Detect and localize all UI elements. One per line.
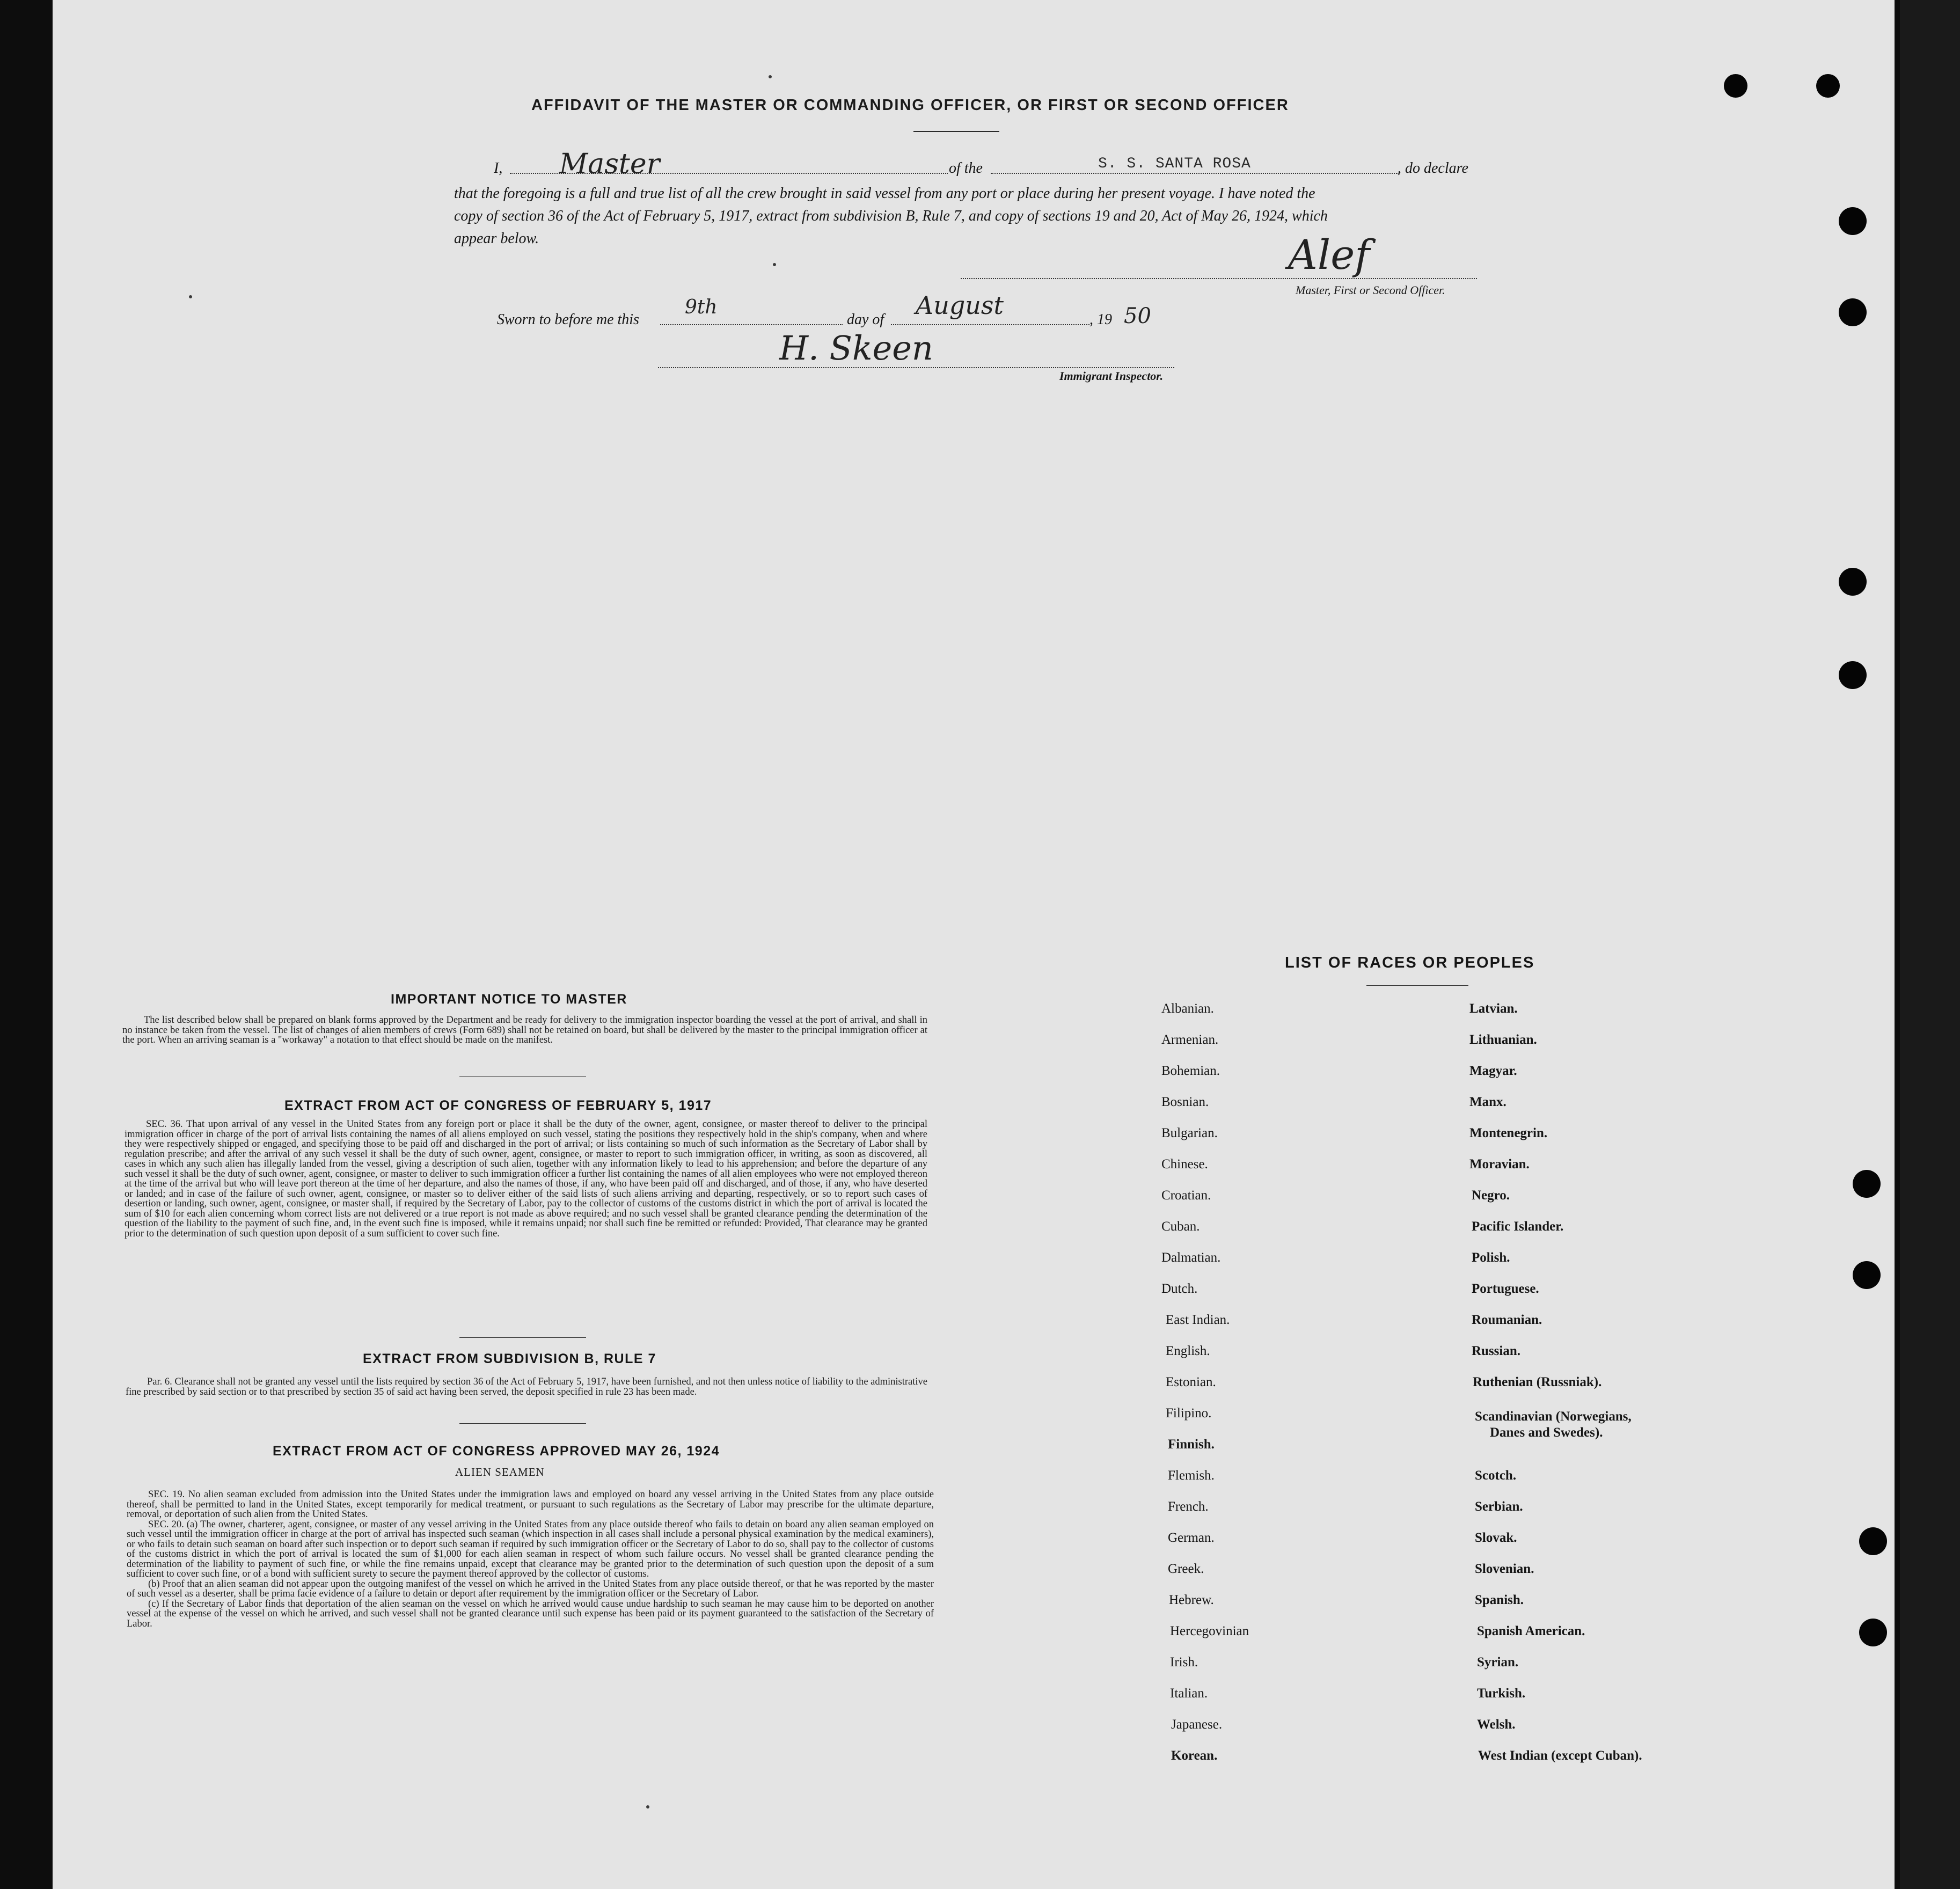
- scan-speck: [773, 263, 776, 266]
- race-item: Slovak.: [1475, 1531, 1517, 1545]
- race-item: West Indian (except Cuban).: [1478, 1748, 1642, 1763]
- race-item: Bosnian.: [1161, 1095, 1209, 1109]
- inspector-signature: H. Skeen: [779, 328, 933, 368]
- race-item: French.: [1168, 1499, 1209, 1514]
- affidavit-title: AFFIDAVIT OF THE MASTER OR COMMANDING OFFICER, OR FIRST OR SECOND OFFICER: [531, 97, 1289, 114]
- race-item: Bulgarian.: [1161, 1126, 1218, 1140]
- race-item: Lithuanian.: [1469, 1033, 1537, 1047]
- declaration-line-2: that the foregoing is a full and true list of all the crew brought in said vessel from any port or place during her present voyage. I have noted the: [454, 185, 1315, 202]
- sec-20c-paragraph: (c) If the Secretary of Labor finds that deportation of the alien seaman on the vessel on which he arrived would cause undue hardship to such seaman he may cause him to be deported on another vessel at the expense of the vessel on which he arrived, and such vessel shall not be granted clearance until such expense has been paid or its payment guaranteed to the satisfaction of the Secretary of Labor.: [127, 1598, 934, 1629]
- of-the-label: of the: [949, 160, 983, 177]
- race-item: Latvian.: [1469, 1001, 1518, 1016]
- title-underline: [913, 131, 999, 132]
- race-item: Italian.: [1170, 1686, 1208, 1701]
- extract-rule7-heading: EXTRACT FROM SUBDIVISION B, RULE 7: [363, 1351, 656, 1366]
- punch-hole: [1724, 74, 1747, 98]
- vessel-line: [991, 173, 1399, 174]
- sworn-label: Sworn to before me this: [497, 311, 639, 328]
- race-item: Serbian.: [1475, 1499, 1523, 1514]
- races-title: LIST OF RACES OR PEOPLES: [1285, 954, 1535, 971]
- extract-1924-heading: EXTRACT FROM ACT OF CONGRESS APPROVED MAY 26, 1924: [273, 1444, 720, 1459]
- do-declare-label: , do declare: [1398, 160, 1468, 177]
- race-item: Hebrew.: [1169, 1593, 1214, 1607]
- declaration-line-4: appear below.: [454, 230, 539, 247]
- race-item: Chinese.: [1161, 1157, 1208, 1172]
- section-divider: [459, 1337, 586, 1338]
- race-item: Cuban.: [1161, 1219, 1200, 1234]
- punch-hole: [1853, 1261, 1881, 1289]
- section-divider: [459, 1423, 586, 1424]
- declarant-handwriting: Master: [559, 148, 660, 180]
- race-item: Pacific Islander.: [1472, 1219, 1564, 1234]
- punch-hole: [1853, 1170, 1881, 1198]
- sec-20b-paragraph: (b) Proof that an alien seaman did not appear upon the outgoing manifest of the vessel on which he arrived in the United States from any place outside thereof, or that he was reported by the master of such vessel as a deserter, shall be prima facie evidence of a failure to detain or deport after requirement by the immigration officer or the Secretary of Labor.: [127, 1578, 934, 1599]
- race-item: Armenian.: [1161, 1033, 1219, 1047]
- race-item: Ruthenian (Russniak).: [1473, 1375, 1602, 1389]
- master-signature: Alef: [1288, 231, 1370, 279]
- race-item: Syrian.: [1477, 1655, 1519, 1670]
- race-item: Filipino.: [1166, 1406, 1212, 1421]
- scan-speck: [769, 75, 772, 78]
- race-item: Greek.: [1168, 1562, 1204, 1576]
- punch-hole: [1839, 207, 1867, 235]
- notice-text: [122, 1015, 927, 1045]
- par-6-paragraph: Par. 6. Clearance shall not be granted any vessel until the lists required by section 36 of the Act of February 5, 1917, have been furnished, and not then unless notice of liability to the administrative fine prescribed by said section or to that prescribed by section 35 of said act having been served, the deposit specified in rule 23 has been made.: [126, 1377, 927, 1397]
- race-item: Portuguese.: [1472, 1282, 1539, 1296]
- race-item: Estonian.: [1166, 1375, 1216, 1389]
- declaration-line-3: copy of section 36 of the Act of February 5, 1917, extract from subdivision B, Rule 7, and copy of sections 19 and 20, Act of May 26, 1924, which: [454, 208, 1328, 224]
- i-label: I,: [494, 160, 503, 177]
- race-item: Spanish American.: [1477, 1624, 1585, 1638]
- year-suffix: 50: [1124, 304, 1151, 328]
- master-label: Master, First or Second Officer.: [1296, 283, 1445, 297]
- race-item: Turkish.: [1477, 1686, 1526, 1701]
- sworn-month-line: [891, 324, 1089, 325]
- extract-1917-heading: EXTRACT FROM ACT OF CONGRESS OF FEBRUARY 5, 1917: [284, 1098, 712, 1113]
- race-item: Croatian.: [1161, 1188, 1211, 1203]
- vessel-name: S. S. SANTA ROSA: [1098, 156, 1251, 172]
- punch-hole: [1839, 568, 1867, 596]
- sec-19-paragraph: SEC. 19. No alien seaman excluded from admission into the United States under the immigration laws and employed on board any vessel arriving in the United States from any place outside thereof, shall be permitted to land in the United States, except temporarily for medical treatment, or pursuant to such regulations as the Secretary of Labor may prescribe for the ultimate departure, removal, or deportation of such alien from the United States.: [127, 1489, 934, 1520]
- race-item: Japanese.: [1171, 1717, 1223, 1732]
- alien-seamen-subheading: ALIEN SEAMEN: [455, 1466, 545, 1478]
- race-item: Danes and Swedes).: [1490, 1425, 1603, 1440]
- race-item: Spanish.: [1475, 1593, 1524, 1607]
- extract-1917-text: [125, 1119, 927, 1239]
- race-item: Flemish.: [1168, 1468, 1215, 1483]
- sec-20a-paragraph: SEC. 20. (a) The owner, charterer, agent, consignee, or master of any vessel arriving in the United States from any place outside thereof who fails to detain on board any alien seaman employed on such vessel until the immigration officer in charge at the port of arrival has inspected such seaman (which inspection in all cases shall include a personal physical examination by the medical examiners), or who fails to detain such seaman on board after such inspection or to deport such seaman if required by such immigration officer or the Secretary of Labor to do so, shall pay to the collector of customs of the customs district in which the port of arrival is located the sum of $1,000 for each alien seaman in respect of whom such failure occurs. No vessel shall be granted clearance pending the determination of the liability to payment of such fine, or while the fine remains unpaid, except that clearance may be granted prior to the determination of such question upon the deposit of a sum sufficient to cover such fine, or of a bond with sufficient surety to secure the payment thereof approved by the collector of customs.: [127, 1519, 934, 1579]
- race-item: Scandinavian (Norwegians,: [1475, 1409, 1632, 1424]
- punch-hole: [1859, 1619, 1887, 1646]
- punch-hole: [1816, 74, 1840, 98]
- race-item: Bohemian.: [1161, 1064, 1220, 1078]
- scan-edge: [1900, 0, 1960, 1889]
- races-title-underline: [1366, 985, 1468, 986]
- scan-speck: [646, 1805, 649, 1809]
- punch-hole: [1839, 298, 1867, 326]
- race-item: Albanian.: [1161, 1001, 1214, 1016]
- race-item: Manx.: [1469, 1095, 1506, 1109]
- race-item: Magyar.: [1469, 1064, 1517, 1078]
- race-item: Russian.: [1472, 1344, 1521, 1358]
- race-item: Dutch.: [1161, 1282, 1198, 1296]
- sworn-month: August: [916, 291, 1004, 320]
- race-item: Welsh.: [1477, 1717, 1516, 1732]
- race-item: English.: [1166, 1344, 1210, 1358]
- race-item: German.: [1168, 1531, 1215, 1545]
- master-signature-line: [961, 278, 1477, 279]
- race-item: Moravian.: [1469, 1157, 1530, 1172]
- race-item: Roumanian.: [1472, 1313, 1542, 1327]
- race-item: East Indian.: [1166, 1313, 1230, 1327]
- race-item: Montenegrin.: [1469, 1126, 1548, 1140]
- day-of-label: day of: [847, 311, 884, 328]
- sworn-day: 9th: [685, 296, 718, 318]
- scan-speck: [189, 295, 192, 298]
- race-item: Hercegovinian: [1170, 1624, 1249, 1638]
- extract-rule7-text: [126, 1377, 927, 1397]
- race-item: Irish.: [1170, 1655, 1198, 1670]
- race-item: Dalmatian.: [1161, 1250, 1221, 1265]
- race-item: Slovenian.: [1475, 1562, 1534, 1576]
- extract-1924-text: [127, 1490, 934, 1629]
- year-prefix: , 19: [1089, 311, 1112, 328]
- race-item: Scotch.: [1475, 1468, 1517, 1483]
- race-item: Finnish.: [1168, 1437, 1215, 1452]
- punch-hole: [1859, 1527, 1887, 1555]
- sworn-day-line: [660, 324, 843, 325]
- inspector-label: Immigrant Inspector.: [1059, 369, 1164, 383]
- notice-paragraph: The list described below shall be prepared on blank forms approved by the Department and be ready for delivery to the immigration inspector boarding the vessel at the port of arrival, and shall in no instance be taken from the vessel. The list of changes of alien members of crews (Form 689) shall not be retained on board, but shall be delivered by the master to the principal immigration officer at the port. When an arriving seaman is a "workaway" a notation to that effect should be made on the manifest.: [122, 1015, 927, 1045]
- race-item: Polish.: [1472, 1250, 1510, 1265]
- race-item: Negro.: [1472, 1188, 1510, 1203]
- punch-hole: [1839, 661, 1867, 689]
- notice-heading: IMPORTANT NOTICE TO MASTER: [391, 992, 627, 1007]
- sec-36-paragraph: SEC. 36. That upon arrival of any vessel in the United States from any foreign port or place it shall be the duty of the owner, agent, consignee, or master thereof to deliver to the principal immigration officer in charge of the port of arrival lists containing the names of all aliens employed on such vessel, stating the positions they respectively hold in the ship's company, when and where they were respectively shipped or engaged, and specifying those to be paid off and discharged in the port of arrival; or lists containing so much of such information as the Secretary of Labor shall by regulation prescribe; and after the arrival of any such vessel it shall be the duty of such owner, agent, consignee, or master to report to such immigration officer, in writing, as soon as discovered, all cases in which any such alien has illegally landed from the vessel, giving a description of such alien, together with any information likely to lead to his apprehension; and before the departure of any such vessel it shall be the duty of such owner, agent, consignee, or master to deliver to such immigration officer a further list containing the names of all alien employees who were not employed thereon at the time of the arrival but who will leave port thereon at the time of her departure, and also the names of those, if any, who have been paid off and discharged, and of those, if any, who have deserted or landed; and in case of the failure of such owner, agent, consignee, or master so to deliver either of the said lists of such aliens arriving and departing, respectively, or so to report such cases of desertion or landing, such owner, agent, consignee, or master shall, if required by the Secretary of Labor, pay to the collector of customs of the customs district in which the port of arrival is located the sum of $10 for each alien concerning whom correct lists are not delivered or a true report is not made as above required; and no such vessel shall be granted clearance pending the determination of the question of the liability to the payment of such fine, and, in the event such fine is imposed, while it remains unpaid; nor shall such fine be remitted or refunded: Provided, That clearance may be granted prior to the determination of such question upon deposit of a sum sufficient to cover such fine.: [125, 1119, 927, 1239]
- race-item: Korean.: [1171, 1748, 1218, 1763]
